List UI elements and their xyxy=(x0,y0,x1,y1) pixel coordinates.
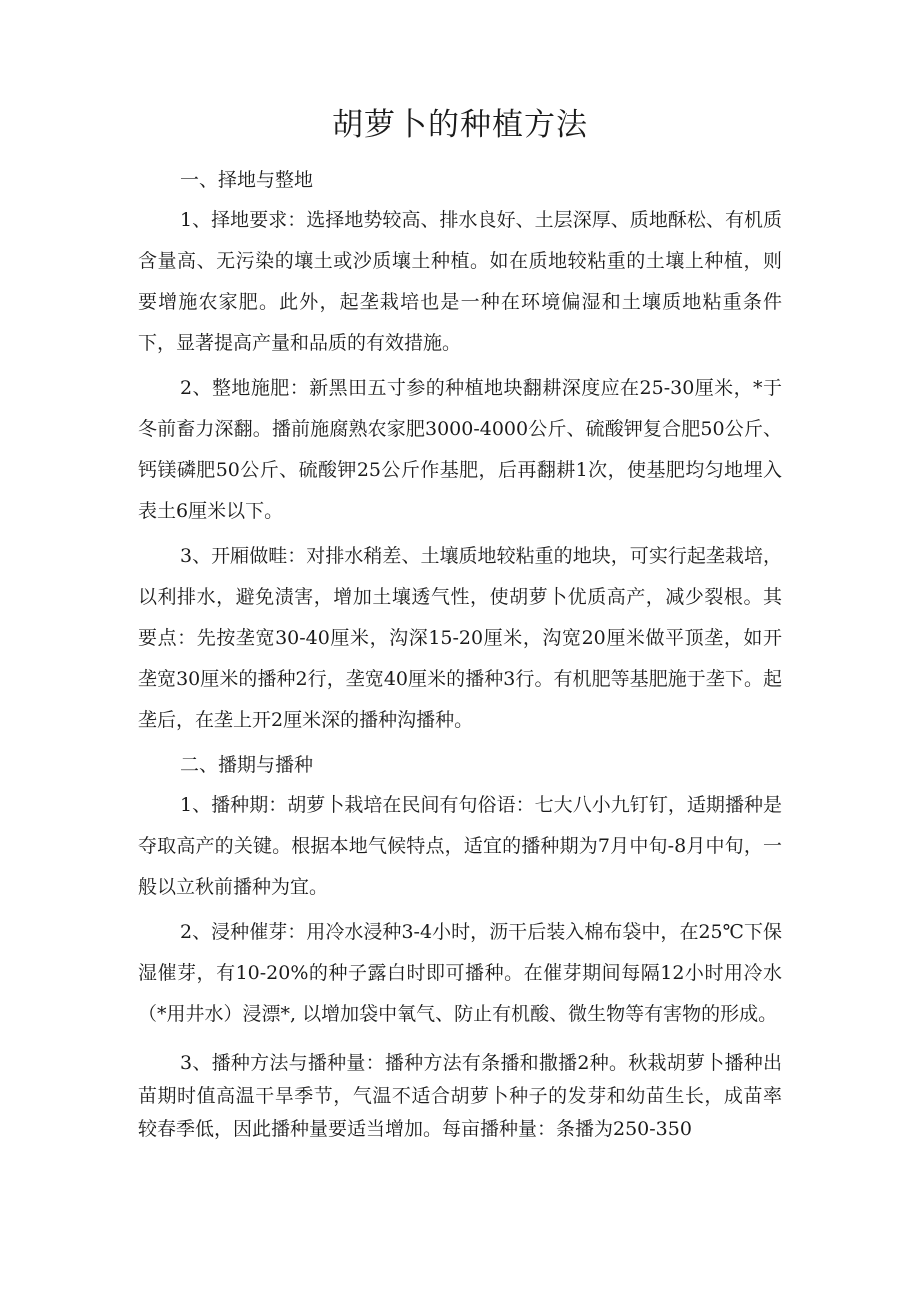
section-heading-site-selection: 一、择地与整地 xyxy=(180,169,314,191)
document-body xyxy=(138,160,782,1150)
paragraph-ridge-making: 3、开厢做畦：对排水稍差、土壤质地较粘重的地块，可实行起垄栽培，以利排水，避免渍害，增加土壤透气性，使胡萝卜优质高产，减少裂根。其要点：先按垄宽30-40厘米，沟深15-20厘米，沟宽20厘米做平顶垄，如开垄宽30厘米的播种2行，垄宽40厘米的播种3行。有机肥等基肥施于垄下。起垄后，在垄上开2厘米深的播种沟播种。 xyxy=(138,545,782,731)
paragraph-sowing-method: 3、播种方法与播种量：播种方法有条播和撒播2种。秋栽胡萝卜播种出苗期时值高温干旱季节，气温不适合胡萝卜种子的发芽和幼苗生长，成苗率较春季低，因此播种量要适当增加。每亩播种量：条播为250-350 xyxy=(138,1052,782,1140)
section-heading-sowing: 二、播期与播种 xyxy=(180,754,314,776)
paragraph-land-fertilization: 2、整地施肥：新黑田五寸参的种植地块翻耕深度应在25-30厘米，*于冬前畜力深翻。播前施腐熟农家肥3000-4000公斤、硫酸钾复合肥50公斤、钙镁磷肥50公斤、硫酸钾25公斤作基肥，后再翻耕1次，使基肥均匀地埋入表土6厘米以下。 xyxy=(138,377,782,522)
paragraph-sowing-period: 1、播种期：胡萝卜栽培在民间有句俗语：七大八小九钉钉，适期播种是夺取高产的关键。根据本地气候特点，适宜的播种期为7月中旬-8月中旬，一般以立秋前播种为宜。 xyxy=(138,794,782,898)
paragraph-seed-soaking: 2、浸种催芽：用冷水浸种3-4小时，沥干后装入棉布袋中，在25℃下保湿催芽，有10-20%的种子露白时即可播种。在催芽期间每隔12小时用冷水（*用井水）浸漂*, 以增加袋中氧气、防止有机酸、微生物等有害物的形成。 xyxy=(138,921,782,1025)
paragraph-site-requirements: 1、择地要求：选择地势较高、排水良好、土层深厚、质地酥松、有机质含量高、无污染的壤土或沙质壤土种植。如在质地较粘重的土壤上种植，则要增施农家肥。此外，起垄栽培也是一种在环境偏湿和土壤质地粘重条件下，显著提高产量和品质的有效措施。 xyxy=(138,209,782,354)
document-title: 胡萝卜的种植方法 xyxy=(332,107,588,143)
